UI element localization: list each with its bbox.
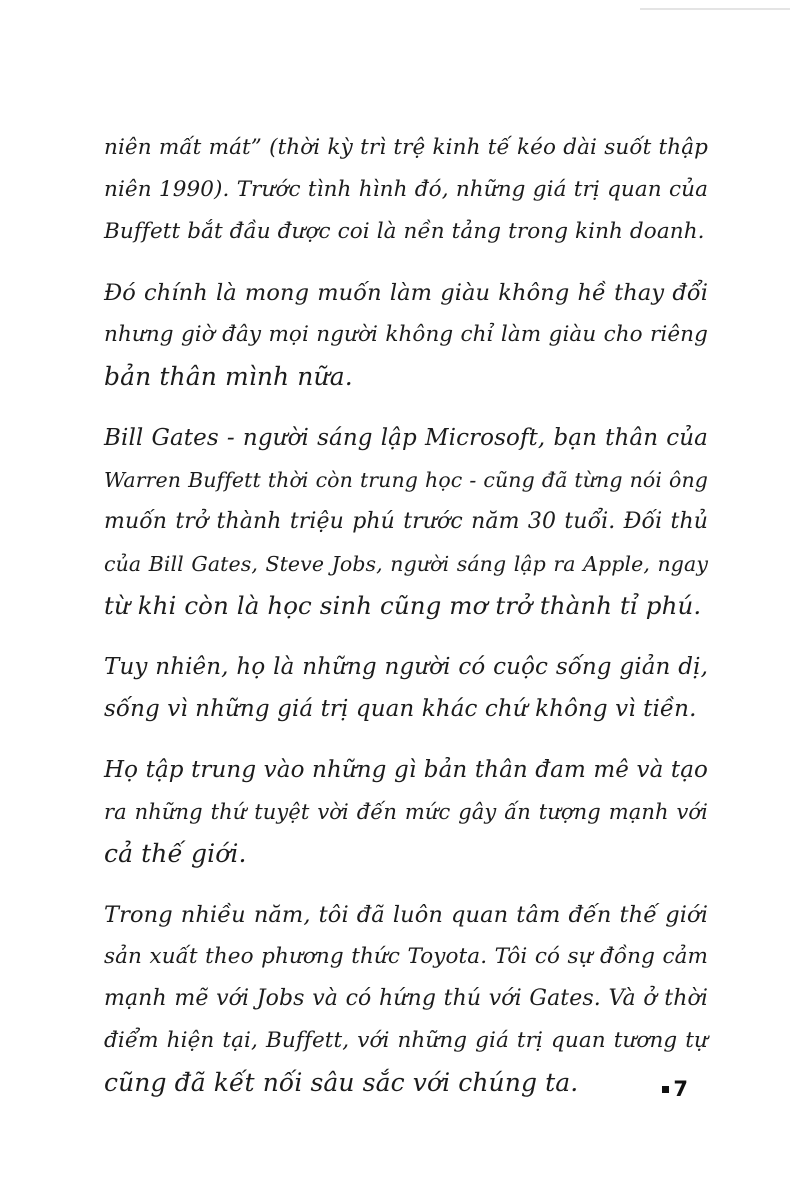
paragraph-3 xyxy=(104,417,708,627)
text-line: mạnh mẽ với Jobs và có hứng thú với Gates. Và ở thời xyxy=(104,986,708,1011)
text-line: điểm hiện tại, Buffett, với những giá trị quan tương tự xyxy=(104,1028,708,1053)
paragraph-4 xyxy=(104,646,708,730)
text-line: cả thế giới. xyxy=(104,839,247,868)
paragraph-1 xyxy=(104,127,708,253)
text-line: Buffett bắt đầu được coi là nền tảng trong kinh doanh. xyxy=(104,219,705,244)
paragraph-2 xyxy=(104,272,708,398)
page-number xyxy=(662,1077,688,1101)
text-line: nhưng giờ đây mọi người không chỉ làm giàu cho riêng xyxy=(104,322,708,347)
text-line: từ khi còn là học sinh cũng mơ trở thành tỉ phú. xyxy=(104,591,702,620)
text-line: ra những thứ tuyệt vời đến mức gây ấn tượng mạnh với xyxy=(104,800,708,824)
text-line: Tuy nhiên, họ là những người có cuộc sống giản dị, xyxy=(104,654,708,680)
text-line: muốn trở thành triệu phú trước năm 30 tuổi. Đối thủ xyxy=(104,509,708,534)
paragraph-5 xyxy=(104,749,708,875)
text-line: bản thân mình nữa. xyxy=(104,362,353,391)
square-bullet-icon xyxy=(662,1086,669,1093)
text-line: Đó chính là mong muốn làm giàu không hề thay đổi xyxy=(104,280,708,306)
paragraph-6 xyxy=(104,894,708,1104)
text-line: niên 1990). Trước tình hình đó, những giá trị quan của xyxy=(104,177,708,202)
text-line: của Bill Gates, Steve Jobs, người sáng lập ra Apple, ngay xyxy=(104,552,708,576)
page-number-value: 7 xyxy=(673,1077,688,1101)
text-line: niên mất mát” (thời kỳ trì trệ kinh tế kéo dài suốt thập xyxy=(104,135,708,160)
text-line: Bill Gates - người sáng lập Microsoft, bạn thân của xyxy=(104,425,708,451)
body-text xyxy=(104,127,708,1123)
text-line: Trong nhiều năm, tôi đã luôn quan tâm đến thế giới xyxy=(104,902,708,928)
text-line: sản xuất theo phương thức Toyota. Tôi có sự đồng cảm xyxy=(104,944,708,969)
text-line: sống vì những giá trị quan khác chứ không vì tiền. xyxy=(104,696,697,722)
text-line: Họ tập trung vào những gì bản thân đam mê và tạo xyxy=(104,757,708,783)
page-edge-mark xyxy=(640,8,790,10)
text-line: Warren Buffett thời còn trung học - cũng đã từng nói ông xyxy=(104,468,708,492)
text-line: cũng đã kết nối sâu sắc với chúng ta. xyxy=(104,1068,579,1097)
